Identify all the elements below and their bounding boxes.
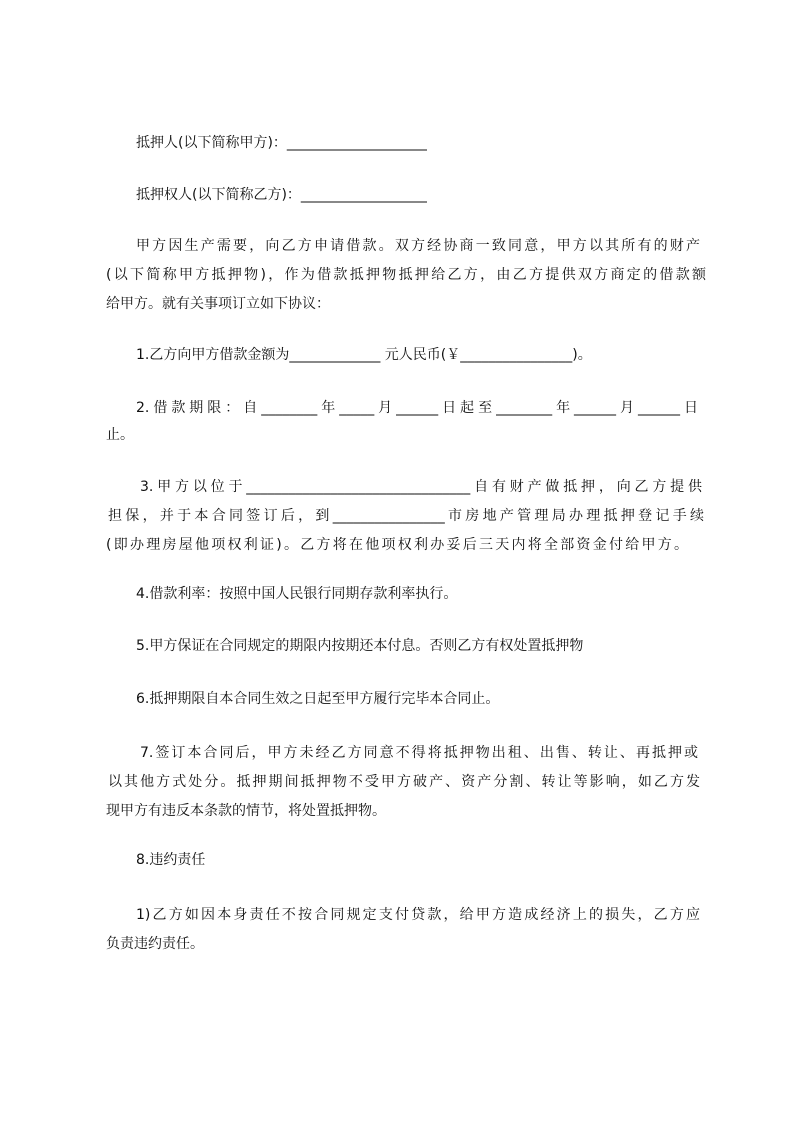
clause-2-line-1: 2.借款期限：自________年_____月______日起至________年______月______日 — [136, 400, 698, 416]
clause-3-line-3: (即办理房屋他项权利证)。乙方将在他项权利办妥后三天内将全部资金付给甲方。 — [106, 537, 688, 553]
clause-7-line-1: 7.签订本合同后，甲方未经乙方同意不得将抵押物出租、出售、转让、再抵押或 — [140, 745, 698, 761]
clause-3-line-2: 担保，并于本合同签订后，到________________市房地产管理局办理抵押登记手续 — [108, 508, 704, 524]
mortgagor-line: 抵押人(以下简称甲方)：____________________ — [136, 135, 427, 151]
clause-7-line-2: 以其他方式处分。抵押期间抵押物不受甲方破产、资产分割、转让等影响，如乙方发 — [108, 774, 700, 790]
clause-2-line-2: 止。 — [106, 427, 134, 443]
mortgagee-line: 抵押权人(以下简称乙方)：__________________ — [136, 187, 427, 203]
clause-8-title: 8.违约责任 — [136, 852, 206, 868]
clause-7-line-3: 现甲方有违反本条款的情节，将处置抵押物。 — [106, 803, 386, 819]
preamble-line-2: (以下简称甲方抵押物)，作为借款抵押物抵押给乙方，由乙方提供双方商定的借款额 — [106, 267, 706, 283]
clause-5: 5.甲方保证在合同规定的期限内按期还本付息。否则乙方有权处置抵押物 — [136, 638, 584, 654]
clause-6: 6.抵押期限自本合同生效之日起至甲方履行完毕本合同止。 — [136, 691, 500, 707]
clause-3-line-1: 3.甲方以位于________________________________自有财产做抵押，向乙方提供 — [140, 479, 702, 495]
preamble-line-1: 甲方因生产需要，向乙方申请借款。双方经协商一致同意，甲方以其所有的财产 — [136, 238, 700, 254]
preamble-line-3: 给甲方。就有关事项订立如下协议： — [106, 296, 330, 312]
clause-1: 1.乙方向甲方借款金额为_____________ 元人民币(￥________________)。 — [136, 347, 592, 363]
clause-8-1-line-2: 负责违约责任。 — [106, 936, 204, 952]
clause-4: 4.借款利率：按照中国人民银行同期存款利率执行。 — [136, 586, 458, 602]
clause-8-1-line-1: 1)乙方如因本身责任不按合同规定支付贷款，给甲方造成经济上的损失，乙方应 — [136, 907, 700, 923]
